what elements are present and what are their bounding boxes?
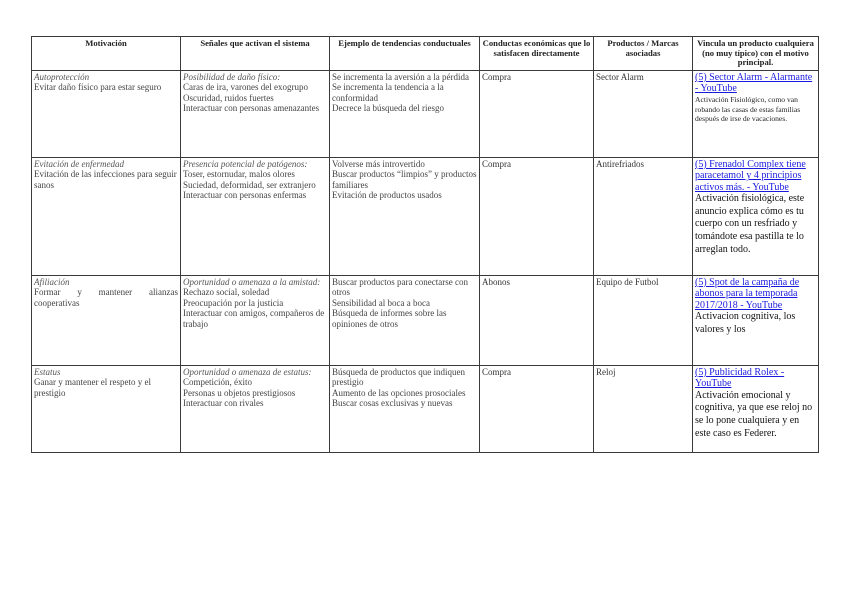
motive-desc: Evitar daño físico para estar seguro — [34, 82, 162, 93]
youtube-link[interactable]: (5) Spot de la campaña de abonos para la temporada 2017/2018 - YouTube — [695, 276, 800, 311]
header-motivacion: Motivación — [32, 37, 181, 71]
link-cell — [693, 70, 819, 157]
link-description: Activación fisiológica, este anuncio explica cómo es tu cuerpo con un resfriado y tomándote esa pastilla te lo arreglan todo. — [695, 193, 805, 255]
product-cell: Equipo de Futbol — [594, 275, 693, 365]
header-vincula-producto: Vincula un producto cualquiera (no muy típico) con el motivo principal. — [693, 37, 819, 71]
table-header-row — [32, 37, 819, 71]
trend-cell — [330, 275, 480, 365]
signal-line: Interactuar con rivales — [183, 398, 264, 409]
signal-line: Toser, estornudar, malos olores — [183, 169, 295, 180]
trend-line: Buscar productos para conectarse con otros — [332, 276, 468, 298]
signal-cell — [181, 365, 330, 452]
signal-cell — [181, 70, 330, 157]
motive-desc: Ganar y mantener el respeto y el prestigio — [34, 377, 151, 398]
table-row — [32, 70, 819, 157]
signal-line: Suciedad, deformidad, ser extranjero — [183, 179, 316, 190]
header-senales: Señales que activan el sistema — [181, 37, 330, 71]
youtube-link[interactable]: (5) Publicidad Rolex - YouTube — [695, 366, 785, 390]
trend-line: Buscar productos “limpios” y productos familiares — [332, 169, 477, 190]
motive-desc: Formar y mantener alianzas cooperativas — [34, 287, 178, 308]
signal-line: Competición, éxito — [183, 377, 252, 388]
conduct-cell: Abonos — [480, 275, 594, 365]
header-ejemplo-tendencias: Ejemplo de tendencias conductuales — [330, 37, 480, 71]
motive-cell — [32, 157, 181, 275]
trend-line: Se incrementa la aversión a la pérdida — [332, 71, 469, 82]
trend-cell — [330, 365, 480, 452]
signal-line: Caras de ira, varones del exogrupo — [183, 82, 308, 93]
link-cell — [693, 275, 819, 365]
trend-line: Sensibilidad al boca a boca — [332, 297, 430, 308]
trend-line: Buscar cosas exclusivas y nuevas — [332, 398, 453, 409]
trend-line: Búsqueda de productos que indiquen prestigio — [332, 366, 465, 388]
conduct-cell: Compra — [480, 157, 594, 275]
motive-desc: Evitación de las infecciones para seguir sanos — [34, 169, 177, 190]
signal-title: Posibilidad de daño físico: — [183, 71, 281, 82]
link-description: Activacion cognitiva, los valores y los — [695, 311, 796, 335]
motive-cell — [32, 365, 181, 452]
signal-title: Oportunidad o amenaza de estatus: — [183, 366, 312, 377]
conduct-cell: Compra — [480, 70, 594, 157]
signal-line: Interactuar con personas amenazantes — [183, 103, 320, 114]
product-cell: Antirefriados — [594, 157, 693, 275]
signal-cell — [181, 275, 330, 365]
motivation-table — [31, 36, 819, 453]
signal-line: Interactuar con personas enfermas — [183, 190, 307, 201]
signal-cell — [181, 157, 330, 275]
trend-line: Volverse más introvertido — [332, 158, 425, 169]
product-cell: Reloj — [594, 365, 693, 452]
link-description: Activación emocional y cognitiva, ya que ese reloj no se lo pone cualquiera y en este caso es Federer. — [695, 389, 813, 439]
table-row — [32, 365, 819, 452]
table-row — [32, 275, 819, 365]
signal-line: Interactuar con amigos, compañeros de trabajo — [183, 308, 325, 329]
product-cell: Sector Alarm — [594, 70, 693, 157]
signal-line: Oscuridad, ruidos fuertes — [183, 92, 274, 103]
link-cell — [693, 157, 819, 275]
signal-title: Presencia potencial de patógenos: — [183, 158, 308, 169]
motive-title: Evitación de enfermedad — [34, 158, 124, 169]
trend-line: Evitación de productos usados — [332, 190, 442, 201]
motive-title: Autoprotección — [34, 71, 90, 82]
trend-line: Búsqueda de informes sobre las opiniones de otros — [332, 308, 447, 329]
trend-cell — [330, 157, 480, 275]
conduct-cell: Compra — [480, 365, 594, 452]
table-row — [32, 157, 819, 275]
youtube-link[interactable]: (5) Sector Alarm - Alarmante - YouTube — [695, 71, 813, 95]
motive-title: Afiliación — [34, 276, 70, 287]
motive-cell — [32, 275, 181, 365]
motive-title: Estatus — [34, 366, 61, 377]
header-productos-marcas: Productos / Marcas asociadas — [594, 37, 693, 71]
signal-line: Personas u objetos prestigiosos — [183, 387, 296, 398]
link-description: Activación Fisiológico, como van robando las casas de estas familias después de irse de vacaciones. — [695, 94, 801, 124]
trend-line: Aumento de las opciones prosociales — [332, 387, 466, 398]
signal-line: Rechazo social, soledad — [183, 287, 270, 298]
youtube-link[interactable]: (5) Frenadol Complex tiene paracetamol y 4 principios activos más. - YouTube — [695, 158, 806, 193]
trend-line: Decrece la búsqueda del riesgo — [332, 103, 444, 114]
link-cell — [693, 365, 819, 452]
header-conductas-economicas: Conductas económicas que lo satisfacen directamente — [480, 37, 594, 71]
motive-cell — [32, 70, 181, 157]
signal-title: Oportunidad o amenaza a la amistad: — [183, 276, 321, 287]
trend-cell — [330, 70, 480, 157]
trend-line: Se incrementa la tendencia a la conformidad — [332, 82, 444, 103]
signal-line: Preocupación por la justicia — [183, 297, 284, 308]
